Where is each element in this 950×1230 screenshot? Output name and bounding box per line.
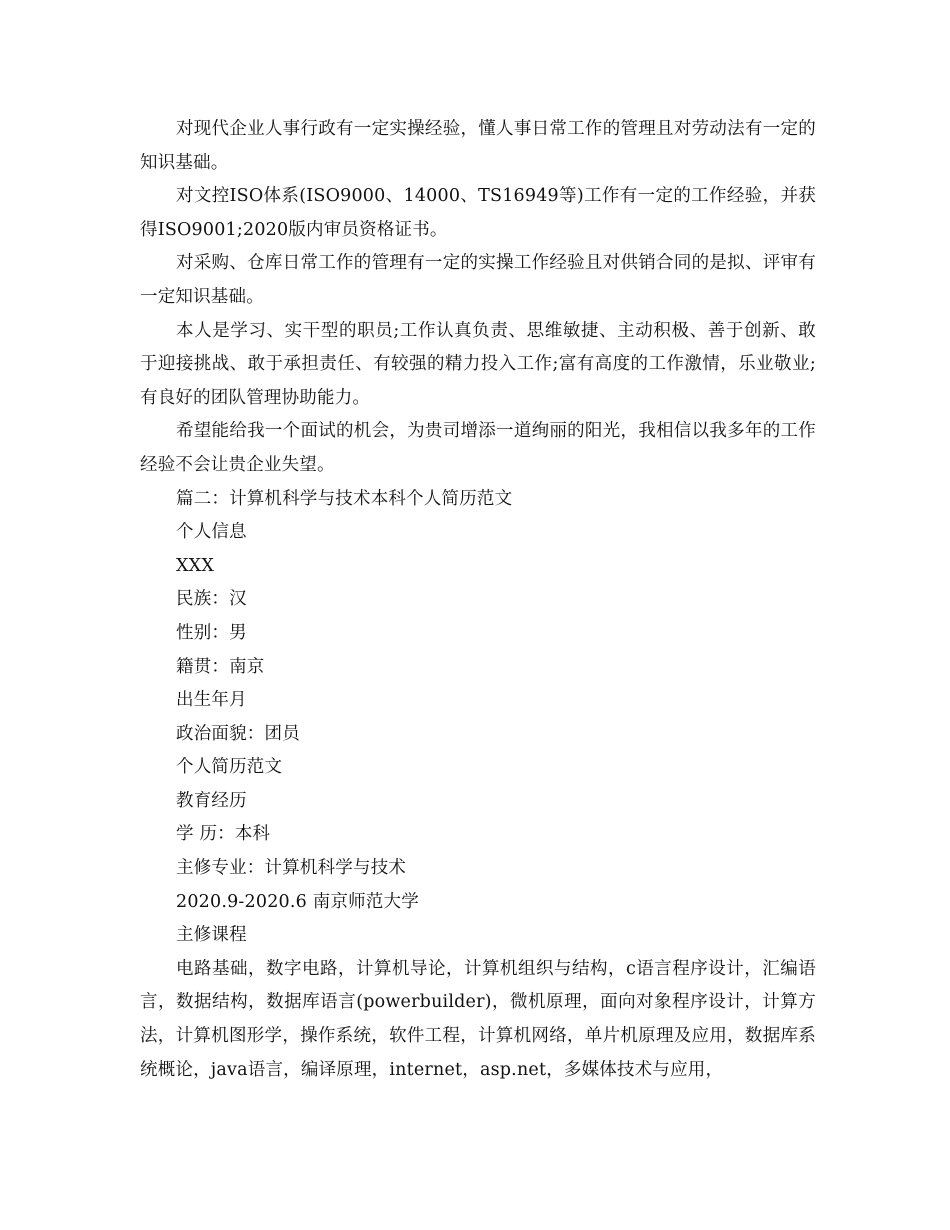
courses-heading: 主修课程 xyxy=(176,925,247,946)
resume-label: 个人简历范文 xyxy=(176,757,283,778)
paragraph-self-evaluation: 本人是学习、实干型的职员;工作认真负责、思维敏捷、主动积极、善于创新、敢于迎接挑战、敢于承担责任、有较强的精力投入工作;富有高度的工作激情，乐业敬业;有良好的团队管理协助能力。 xyxy=(140,320,816,408)
school-period-line: 2020.9-2020.6 南京师范大学 xyxy=(176,891,419,912)
gender-line: 性别：男 xyxy=(176,622,247,643)
document-body xyxy=(140,113,816,1087)
ethnicity-line: 民族：汉 xyxy=(176,589,247,610)
paragraph-purchasing-experience: 对采购、仓库日常工作的管理有一定的实操工作经验且对供销合同的是拟、评审有一定知识基础。 xyxy=(140,253,816,307)
paragraph-hr-experience: 对现代企业人事行政有一定实操经验，懂人事日常工作的管理且对劳动法有一定的知识基础。 xyxy=(140,119,816,173)
name-line: XXX xyxy=(176,555,214,576)
paragraph-iso-experience: 对文控ISO体系(ISO9000、14000、TS16949等)工作有一定的工作经验，并获得ISO9001;2020版内审员资格证书。 xyxy=(140,186,816,240)
section-title: 篇二：计算机科学与技术本科个人简历范文 xyxy=(176,488,513,509)
birth-line: 出生年月 xyxy=(176,690,247,711)
hometown-line: 籍贯：南京 xyxy=(176,656,265,677)
education-heading: 教育经历 xyxy=(176,790,247,811)
political-status-line: 政治面貌：团员 xyxy=(176,723,300,744)
courses-list: 电路基础，数字电路，计算机导论，计算机组织与结构，c语言程序设计，汇编语言，数据结构，数据库语言(powerbuilder)，微机原理，面向对象程序设计，计算方法，计算机图形学，操作系统，软件工程，计算机网络，单片机原理及应用，数据库系统概论，java语言，编译原理，internet，asp.net，多媒体技术与应用， xyxy=(140,958,816,1080)
major-line: 主修专业：计算机科学与技术 xyxy=(176,858,407,879)
paragraph-closing: 希望能给我一个面试的机会，为贵司增添一道绚丽的阳光，我相信以我多年的工作经验不会让贵企业失望。 xyxy=(140,421,816,475)
personal-info-heading: 个人信息 xyxy=(176,522,247,543)
degree-line: 学 历：本科 xyxy=(176,824,271,845)
